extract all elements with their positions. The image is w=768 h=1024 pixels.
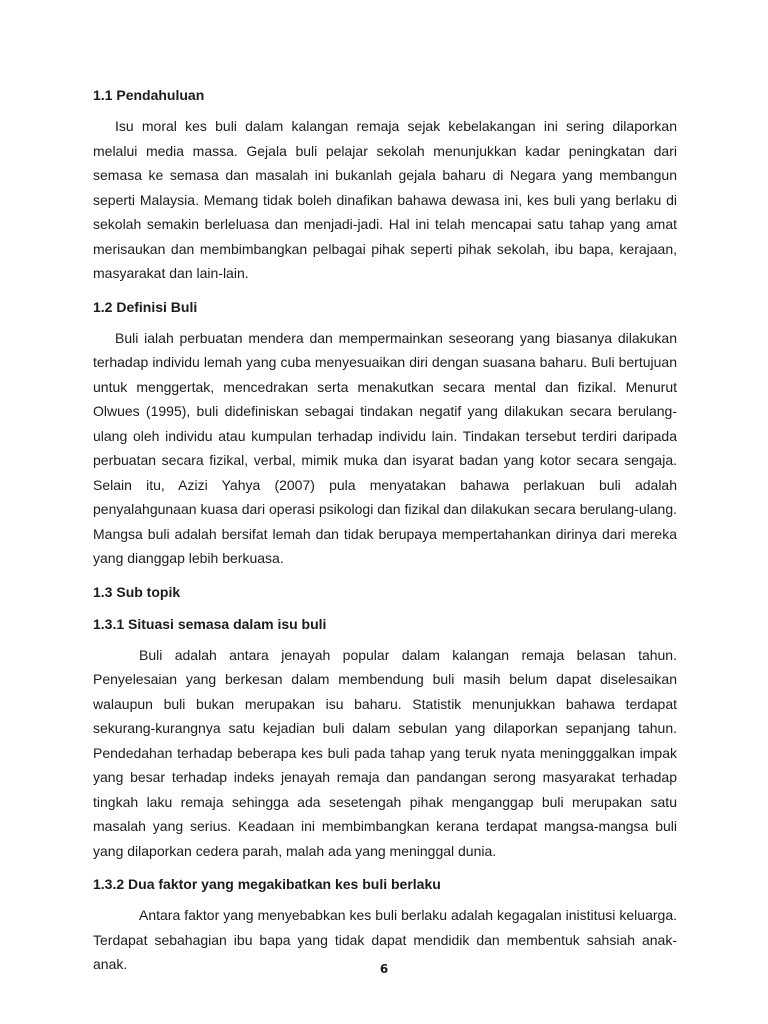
heading-dua-faktor: 1.3.2 Dua faktor yang megakibatkan kes buli berlaku [93,876,441,892]
paragraph-dua-faktor: Antara faktor yang menyebabkan kes buli berlaku adalah kegagalan inistitusi keluarga. Terdapat sebahagian ibu bapa yang tidak dapat mendidik dan membentuk sahsiah anak-anak. [93,907,677,972]
page-content [93,84,677,977]
heading-definisi-buli: 1.2 Definisi Buli [93,298,198,315]
paragraph-pendahuluan: Isu moral kes buli dalam kalangan remaja sejak kebelakangan ini sering dilaporkan melalui media massa. Gejala buli pelajar sekolah menunjukkan kadar peningkatan dari semasa ke semasa dan masalah ini bukanlah gejala baharu di Negara yang membangun seperti Malaysia. Memang tidak boleh dinafikan bahawa dewasa ini, kes buli yang berlaku di sekolah semakin berleluasa dan menjadi-jadi. Hal ini telah mencapai satu tahap yang amat merisaukan dan membimbangkan pelbagai pihak seperti pihak sekolah, ibu bapa, kerajaan, masyarakat dan lain-lain. [93,118,677,281]
page-number: 6 [379,962,389,976]
paragraph-situasi-semasa: Buli adalah antara jenayah popular dalam kalangan remaja belasan tahun. Penyelesaian yang berkesan dalam membendung buli masih belum dapat diselesaikan walaupun buli bukan merupakan isu baharu. Statistik menunjukkan bahawa terdapat sekurang-kurangnya satu kejadian buli dalam sebulan yang dilaporkan sepanjang tahun. Pendedahan terhadap beberapa kes buli pada tahap yang teruk nyata meningggalkan impak yang besar terhadap indeks jenayah remaja dan pandangan serong masyarakat terhadap tingkah laku remaja sehingga ada sesetengah pihak menganggap buli merupakan satu masalah yang serius. Keadaan ini membimbangkan kerana terdapat mangsa-mangsa buli yang dilaporkan cedera parah, malah ada yang meninggal dunia. [93,646,677,859]
heading-pendahuluan: 1.1 Pendahuluan [93,87,205,103]
heading-situasi-semasa: 1.3.1 Situasi semasa dalam isu buli [93,615,327,632]
heading-sub-topik: 1.3 Sub topik [93,583,181,600]
paragraph-definisi-buli: Buli ialah perbuatan mendera dan mempermainkan seseorang yang biasanya dilakukan terhadap individu lemah yang cuba menyesuaikan diri dengan suasana baharu. Buli bertujuan untuk menggertak, mencedrakan serta menakutkan secara mental dan fizikal. Menurut Olwues (1995), buli didefiniskan sebagai tindakan negatif yang dilakukan secara berulang-ulang oleh individu atau kumpulan terhadap individu lain. Tindakan tersebut terdiri daripada perbuatan secara fizikal, verbal, mimik muka dan isyarat badan yang kotor secara sengaja. Selain itu, Azizi Yahya (2007) pula menyatakan bahawa perlakuan buli adalah penyalahgunaan kuasa dari operasi psikologi dan fizikal dan dilakukan secara berulang-ulang. Mangsa buli adalah bersifat lemah dan tidak berupaya mempertahankan dirinya dari mereka yang dianggap lebih berkuasa. [93,329,677,566]
